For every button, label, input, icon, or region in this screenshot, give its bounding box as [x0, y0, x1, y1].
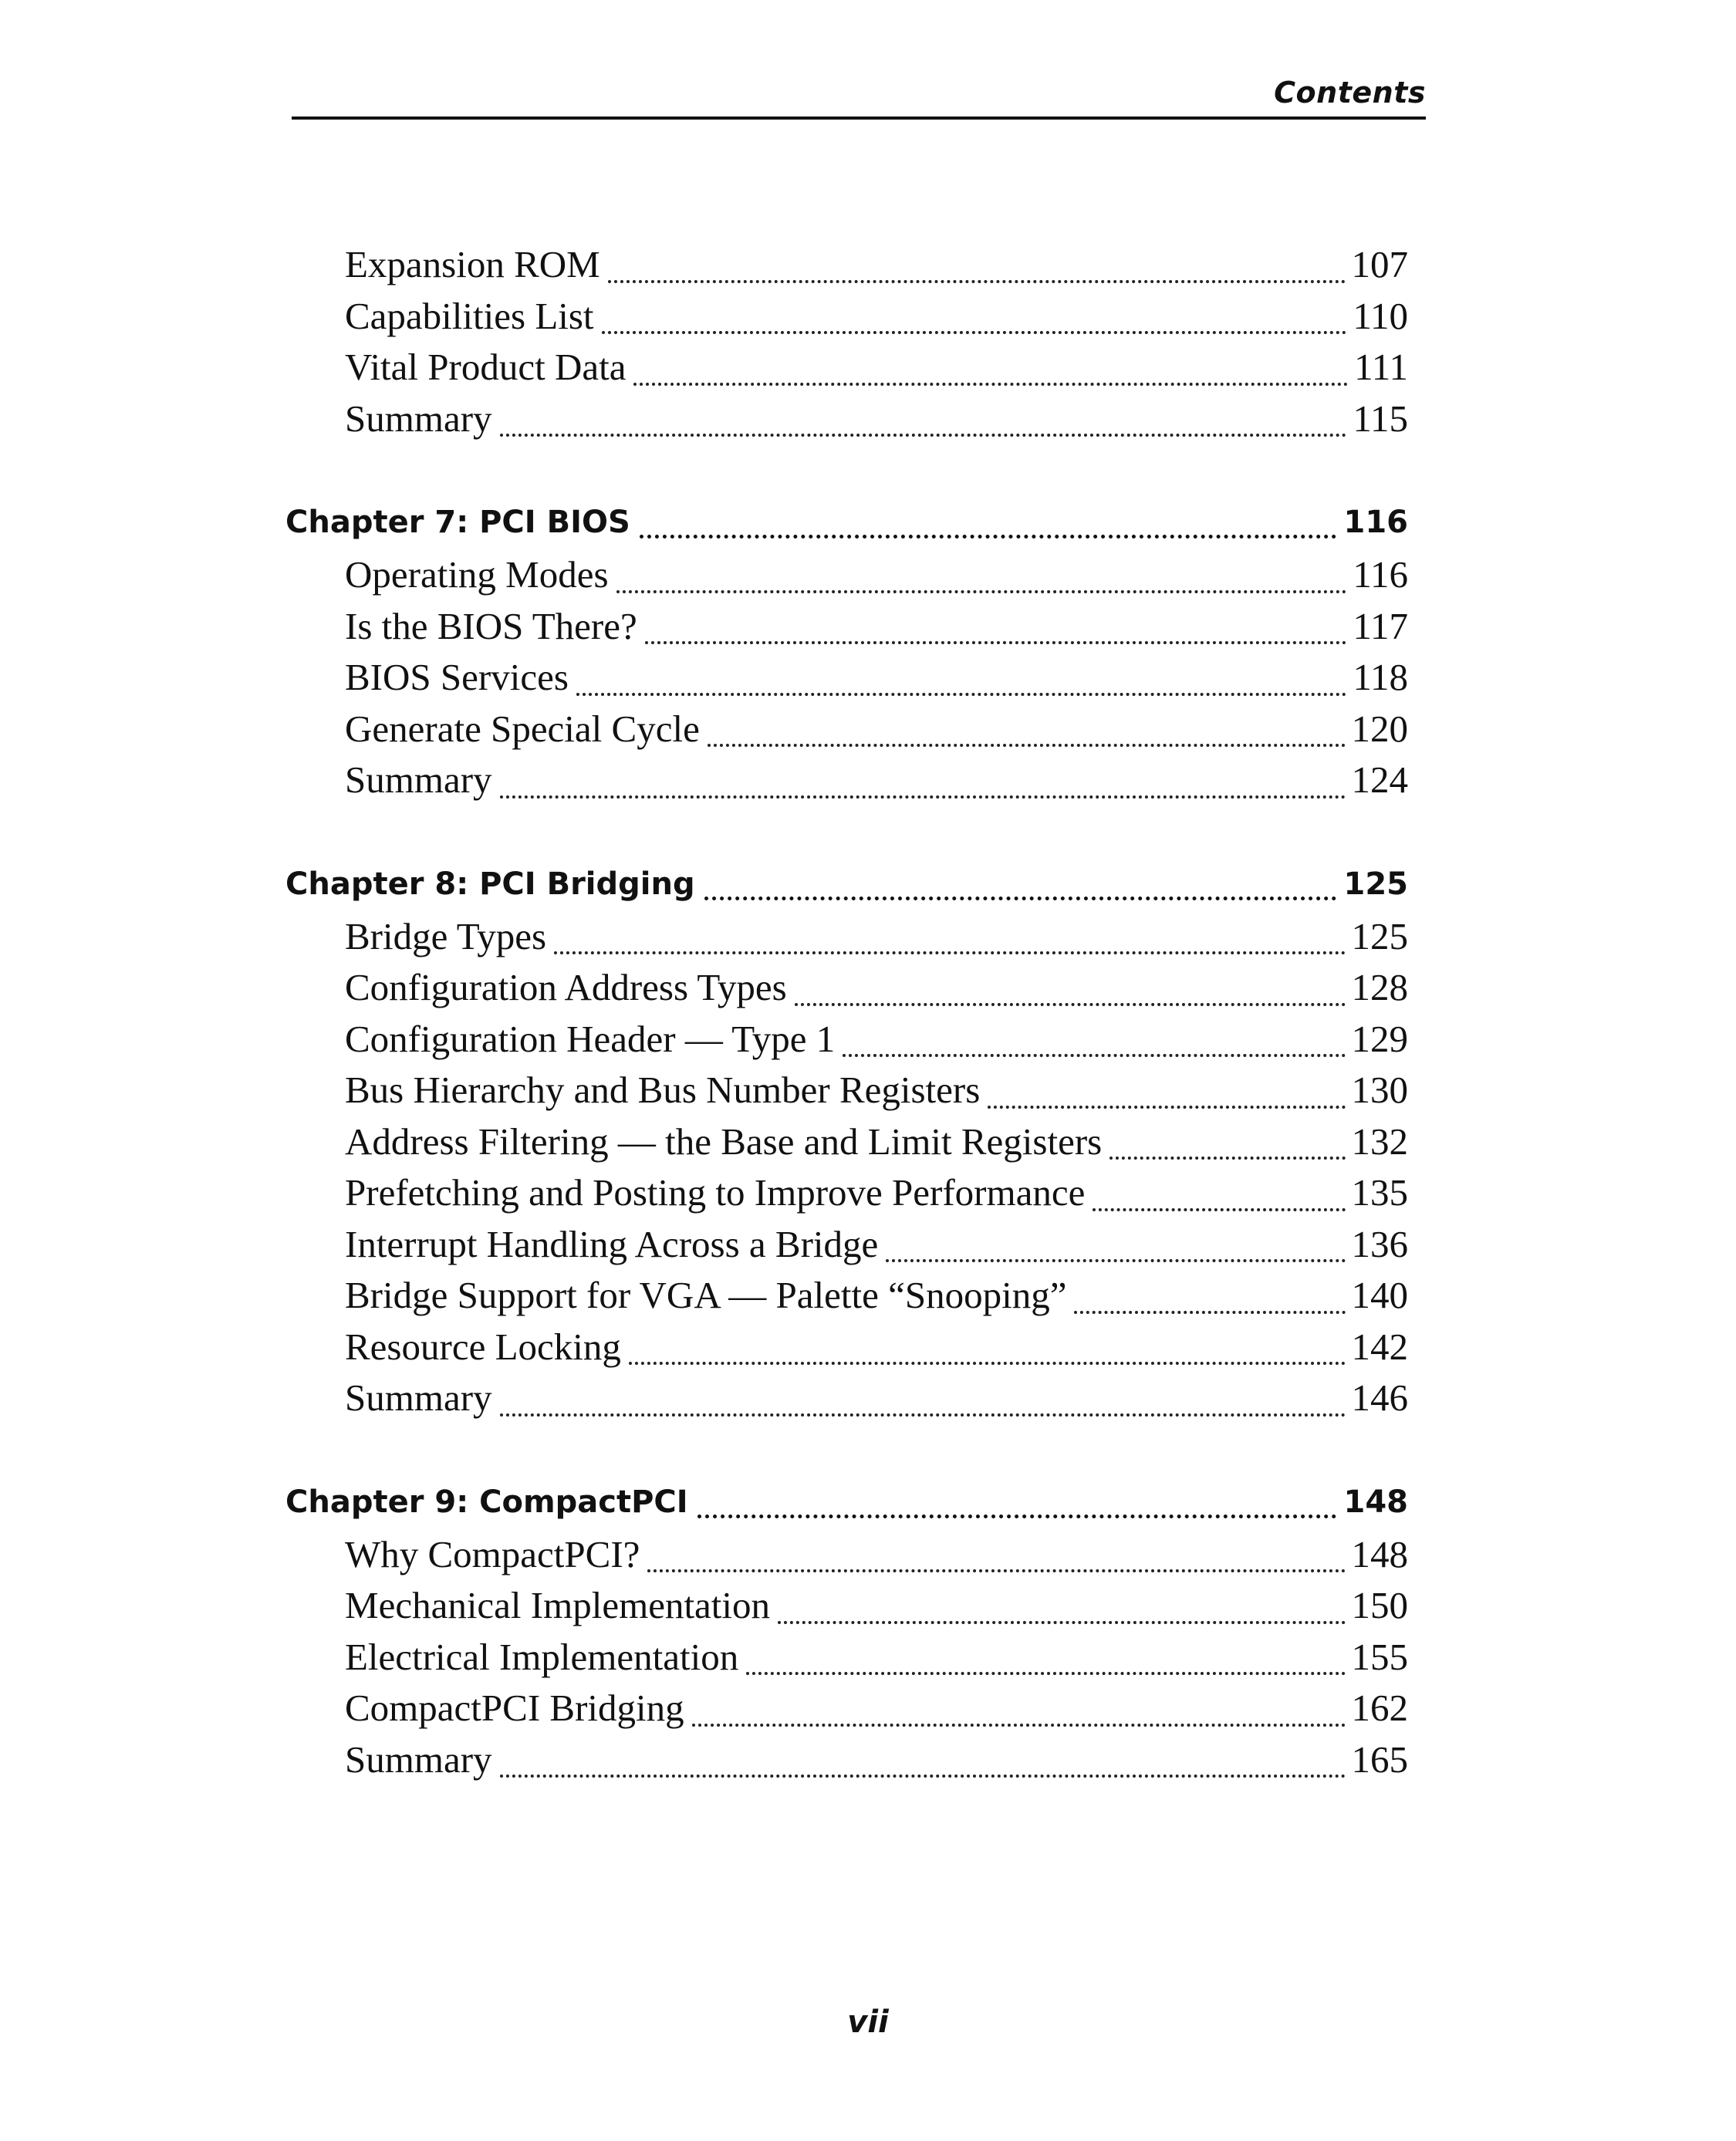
- toc-entry[interactable]: [285, 755, 1408, 806]
- dot-leader: [843, 1054, 1345, 1057]
- toc-entry[interactable]: [285, 1322, 1408, 1373]
- toc-entry-title: Bridge Support for VGA — Palette “Snooping”: [345, 1274, 1067, 1316]
- toc-entry-title: Capabilities List: [345, 294, 594, 337]
- toc-entry-title: CompactPCI Bridging: [345, 1687, 684, 1729]
- toc-entry-page: 148: [1351, 1532, 1408, 1575]
- dot-leader: [616, 590, 1347, 593]
- toc-chapter-7: [285, 495, 1408, 806]
- dot-leader: [795, 1003, 1346, 1006]
- toc-entry-page: 150: [1351, 1584, 1408, 1626]
- toc-entry-title: Expansion ROM: [345, 243, 600, 285]
- toc-entry-page: 136: [1351, 1222, 1408, 1265]
- toc-entry-page: 140: [1351, 1274, 1408, 1316]
- toc-chapter-8: [285, 857, 1408, 1424]
- toc-continuation-group: [285, 239, 1408, 444]
- toc-entry-page: 124: [1351, 758, 1408, 801]
- toc-entry[interactable]: [285, 1683, 1408, 1734]
- toc-entry[interactable]: [285, 601, 1408, 653]
- toc-entry-title: Resource Locking: [345, 1325, 621, 1368]
- toc-entry-title: Address Filtering — the Base and Limit Registers: [345, 1119, 1103, 1163]
- chapter-heading[interactable]: [285, 857, 1408, 911]
- toc-entry-title: BIOS Services: [345, 656, 569, 698]
- toc-chapter-9: [285, 1475, 1408, 1786]
- toc-entry-page: 125: [1351, 914, 1408, 957]
- toc-entry[interactable]: [285, 291, 1408, 343]
- toc-entry[interactable]: [285, 652, 1408, 704]
- toc-entry[interactable]: [285, 239, 1408, 291]
- toc-entry-title: Configuration Address Types: [345, 966, 787, 1008]
- dot-leader: [988, 1106, 1345, 1109]
- dot-leader: [697, 1515, 1336, 1518]
- toc-entry-title: Interrupt Handling Across a Bridge: [345, 1222, 879, 1265]
- toc-entry[interactable]: [285, 1734, 1408, 1786]
- dot-leader: [500, 434, 1347, 437]
- toc-entry[interactable]: [285, 1270, 1408, 1322]
- chapter-heading[interactable]: [285, 1475, 1408, 1529]
- dot-leader: [886, 1259, 1345, 1262]
- chapter-page: 116: [1343, 505, 1408, 540]
- toc-entry[interactable]: [285, 1373, 1408, 1424]
- toc-entry-page: 128: [1351, 966, 1408, 1008]
- toc-entry-page: 117: [1353, 604, 1408, 647]
- toc-entry-page: 116: [1353, 553, 1408, 596]
- toc-entry-page: 115: [1353, 397, 1408, 440]
- toc-entry-title: Operating Modes: [345, 553, 609, 596]
- toc-entry-page: 162: [1351, 1687, 1408, 1729]
- toc-entry[interactable]: [285, 704, 1408, 755]
- dot-leader: [1109, 1157, 1345, 1160]
- toc-entry-title: Electrical Implementation: [345, 1635, 739, 1678]
- toc-entry-title: Bridge Types: [345, 914, 547, 957]
- toc-entry-page: 142: [1351, 1325, 1408, 1368]
- dot-leader: [500, 795, 1346, 799]
- toc-entry-title: Mechanical Implementation: [345, 1584, 771, 1626]
- chapter-page: 148: [1343, 1484, 1408, 1520]
- dot-leader: [778, 1621, 1345, 1624]
- toc-entry[interactable]: [285, 1529, 1408, 1581]
- toc-entry[interactable]: [285, 911, 1408, 963]
- running-head: Contents: [1274, 76, 1426, 110]
- toc-entry[interactable]: [285, 549, 1408, 601]
- dot-leader: [602, 331, 1347, 334]
- dot-leader: [640, 535, 1336, 539]
- table-of-contents: [285, 239, 1408, 1785]
- toc-entry-title: Prefetching and Posting to Improve Performance: [345, 1171, 1086, 1214]
- toc-entry-page: 146: [1351, 1376, 1408, 1419]
- dot-leader: [692, 1724, 1346, 1727]
- toc-entry[interactable]: [285, 1014, 1408, 1065]
- toc-entry-page: 165: [1351, 1737, 1408, 1781]
- dot-leader: [746, 1672, 1345, 1675]
- toc-entry[interactable]: [285, 1580, 1408, 1632]
- toc-entry-title: Summary: [345, 1376, 492, 1419]
- toc-entry-page: 129: [1351, 1017, 1408, 1060]
- chapter-title: Chapter 8: PCI Bridging: [285, 866, 695, 902]
- chapter-heading[interactable]: [285, 495, 1408, 549]
- page-number: vii: [847, 2004, 889, 2040]
- toc-entry-title: Vital Product Data: [345, 346, 627, 388]
- dot-leader: [576, 693, 1346, 696]
- toc-entry-page: 118: [1353, 656, 1408, 698]
- toc-entry[interactable]: [285, 1632, 1408, 1683]
- dot-leader: [629, 1362, 1346, 1365]
- toc-entry[interactable]: [285, 1219, 1408, 1271]
- toc-entry-page: 132: [1351, 1119, 1408, 1163]
- dot-leader: [633, 383, 1348, 386]
- toc-entry-page: 120: [1351, 707, 1408, 750]
- toc-entry[interactable]: [285, 342, 1408, 393]
- dot-leader: [704, 897, 1336, 900]
- toc-entry-page: 107: [1351, 243, 1408, 285]
- toc-entry-page: 110: [1353, 294, 1408, 337]
- dot-leader: [708, 744, 1346, 747]
- toc-entry-title: Summary: [345, 397, 492, 440]
- toc-entry[interactable]: [285, 1167, 1408, 1219]
- toc-entry-title: Summary: [345, 758, 492, 801]
- toc-entry-page: 135: [1351, 1171, 1408, 1214]
- dot-leader: [645, 641, 1347, 644]
- dot-leader: [647, 1569, 1345, 1572]
- toc-entry-page: 130: [1351, 1069, 1408, 1111]
- toc-entry-title: Bus Hierarchy and Bus Number Registers: [345, 1069, 981, 1111]
- dot-leader: [1093, 1208, 1345, 1211]
- toc-entry-title: Configuration Header — Type 1: [345, 1017, 836, 1060]
- dot-leader: [554, 951, 1345, 954]
- toc-entry[interactable]: [285, 1116, 1408, 1168]
- chapter-title: Chapter 9: CompactPCI: [285, 1484, 688, 1520]
- dot-leader: [608, 280, 1346, 283]
- chapter-page: 125: [1343, 866, 1408, 902]
- toc-entry-page: 111: [1354, 346, 1408, 388]
- toc-entry-page: 155: [1351, 1635, 1408, 1678]
- chapter-title: Chapter 7: PCI BIOS: [285, 505, 630, 540]
- toc-entry-title: Generate Special Cycle: [345, 707, 700, 750]
- dot-leader: [500, 1413, 1346, 1417]
- toc-entry-title: Summary: [345, 1737, 492, 1781]
- dot-leader: [500, 1775, 1346, 1778]
- toc-entry[interactable]: [285, 962, 1408, 1014]
- header-rule: [292, 117, 1426, 120]
- toc-entry[interactable]: [285, 1065, 1408, 1116]
- dot-leader: [1074, 1311, 1345, 1314]
- toc-entry[interactable]: [285, 393, 1408, 445]
- toc-entry-title: Why CompactPCI?: [345, 1532, 640, 1575]
- toc-entry-title: Is the BIOS There?: [345, 604, 637, 647]
